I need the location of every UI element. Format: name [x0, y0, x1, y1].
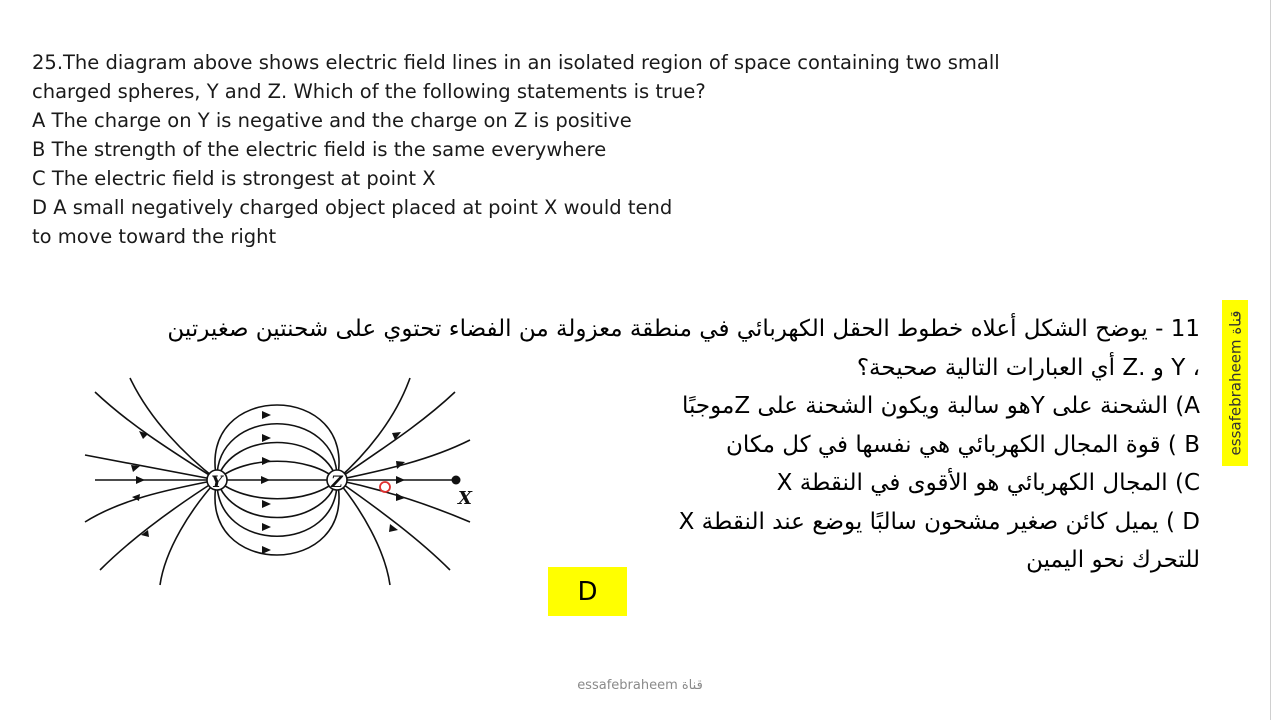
answer-box [548, 567, 627, 616]
cursor-indicator [380, 482, 390, 492]
answer-label: D [577, 576, 598, 607]
field-arrow [396, 476, 405, 484]
side-divider [1270, 0, 1271, 720]
option-d-english-continued: to move toward the right [32, 225, 277, 248]
english-question-line: charged spheres, Y and Z. Which of the following statements is true? [32, 80, 706, 103]
field-arrow [136, 476, 145, 484]
option-d-english: D A small negatively charged object placed at point X would tend [32, 196, 673, 219]
option-a-arabic: A) الشحنة على Yهو سالبة ويكون الشحنة على Zموجبًا [681, 393, 1200, 419]
field-line-outer [337, 480, 390, 585]
channel-side-banner [1222, 300, 1248, 466]
field-line-outer [160, 480, 217, 585]
field-line-arc [217, 424, 337, 480]
option-b-arabic: B ) قوة المجال الكهربائي هي نفسها في كل مكان [725, 431, 1200, 458]
field-arrow [262, 457, 271, 465]
field-arrow [262, 500, 271, 508]
field-line-arc [217, 480, 337, 499]
field-arrow [261, 476, 270, 484]
option-d-arabic-continued: للتحرك نحو اليمين [1026, 547, 1200, 573]
electric-field-diagram [75, 372, 485, 594]
field-arrow [262, 411, 271, 419]
option-a-english: A The charge on Y is negative and the charge on Z is positive [32, 109, 632, 132]
field-line-arc [217, 480, 337, 536]
point-x-label: X [458, 488, 472, 509]
option-d-arabic: D ) يميل كائن صغير مشحون سالبًا يوضع عند النقطة X [678, 508, 1200, 535]
option-c-english: C The electric field is strongest at point X [32, 167, 436, 190]
english-question-line: 25.The diagram above shows electric field lines in an isolated region of space containing two small [32, 51, 1000, 74]
field-arrow [262, 546, 271, 554]
field-arrow [131, 465, 140, 472]
field-line-outer [95, 392, 217, 480]
arabic-question-line: ، Y و .Z أي العبارات التالية صحيحة؟ [856, 354, 1200, 381]
english-question [32, 48, 1012, 251]
field-line-outer [130, 378, 217, 480]
field-line-outer [337, 480, 470, 522]
arabic-question-line: 11 - يوضح الشكل أعلاه خطوط الحقل الكهربائي في منطقة معزولة من الفضاء تحتوي على شحنتين صغيرتين [167, 316, 1200, 342]
field-arrow [262, 523, 271, 531]
option-b-english: B The strength of the electric field is the same everywhere [32, 138, 607, 161]
field-arrow [262, 434, 271, 442]
channel-name: essafebraheem قناة [1226, 310, 1244, 456]
field-line-arc [217, 461, 337, 480]
point-x-dot [452, 476, 461, 485]
field-arrow [389, 524, 398, 532]
option-c-arabic: C) المجال الكهربائي هو الأقوى في النقطة X [776, 470, 1200, 496]
charge-y-label: Y [211, 472, 223, 491]
field-line-outer [85, 480, 217, 522]
charge-z-label: Z [331, 472, 343, 491]
channel-watermark: essafebraheem قناة [577, 678, 703, 693]
